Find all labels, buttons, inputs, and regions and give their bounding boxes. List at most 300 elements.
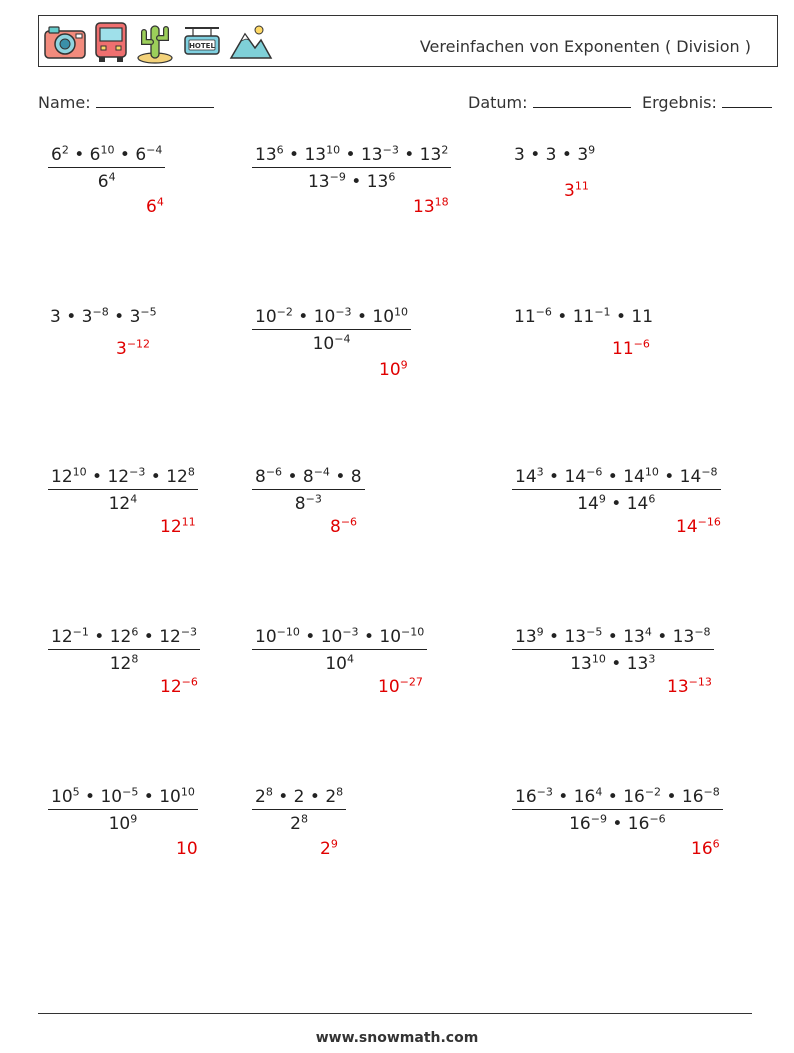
power-term <box>159 627 197 647</box>
power-term <box>577 494 606 514</box>
problem-11 <box>252 627 427 674</box>
power-term <box>564 181 589 201</box>
denominator <box>512 489 721 514</box>
worksheet-title: Vereinfachen von Exponenten ( Division ) <box>419 37 751 56</box>
multiply-dot: • <box>138 787 160 807</box>
footer-divider <box>38 1013 752 1014</box>
exponent: 10 <box>180 785 195 799</box>
power-term <box>667 677 712 697</box>
denominator <box>252 167 451 192</box>
power-term <box>313 334 351 354</box>
footer-url: www.snowmath.com <box>315 1030 479 1046</box>
power-term <box>577 145 595 165</box>
base: 10 <box>255 627 277 647</box>
mountain-icon <box>229 22 273 62</box>
name-line[interactable] <box>96 93 214 108</box>
base: 12 <box>109 627 132 647</box>
exponent: −6 <box>340 515 358 529</box>
answer-4 <box>116 339 150 359</box>
answer-10 <box>160 677 198 697</box>
exponent: −5 <box>140 305 157 319</box>
numerator <box>512 627 714 649</box>
numerator <box>48 627 200 649</box>
problem-13 <box>48 787 198 834</box>
exponent: −16 <box>697 515 721 529</box>
exponent: −1 <box>72 625 89 639</box>
base: 13 <box>360 145 383 165</box>
multiply-dot: • <box>329 467 351 487</box>
base: 16 <box>569 814 591 834</box>
numerator <box>252 467 365 489</box>
multiply-dot: • <box>79 787 101 807</box>
base: 6 <box>89 145 101 165</box>
problem-2 <box>252 145 451 192</box>
answer-11 <box>378 677 423 697</box>
exponent: −5 <box>586 625 603 639</box>
power-term <box>631 307 653 327</box>
base: 10 <box>313 307 336 327</box>
exponent: 8 <box>131 652 139 666</box>
exponent: 8 <box>336 785 344 799</box>
base: 3 <box>81 307 93 327</box>
power-term <box>515 467 544 487</box>
exponent: −3 <box>129 465 146 479</box>
power-term <box>612 339 650 359</box>
denominator <box>48 649 200 674</box>
multiply-dot: • <box>602 787 624 807</box>
exponent: −9 <box>590 812 607 826</box>
base: 2 <box>325 787 337 807</box>
power-term <box>255 787 273 807</box>
result-field[interactable] <box>642 93 772 112</box>
multiply-dot: • <box>86 467 108 487</box>
multiply-dot: • <box>304 787 326 807</box>
power-term <box>628 814 666 834</box>
answer-6 <box>612 339 650 359</box>
exponent: 10 <box>394 305 409 319</box>
base: 10 <box>379 360 401 380</box>
base: 8 <box>350 467 362 487</box>
base: 14 <box>626 494 649 514</box>
exponent: −8 <box>701 465 718 479</box>
multiply-dot: • <box>605 494 627 514</box>
power-term <box>372 307 408 327</box>
exponent: 8 <box>301 812 308 826</box>
base: 8 <box>255 467 266 487</box>
multiply-dot: • <box>283 145 305 165</box>
base: 6 <box>97 172 109 192</box>
base: 6 <box>135 145 147 165</box>
exponent: −6 <box>586 465 603 479</box>
exponent: −1 <box>594 305 611 319</box>
multiply-dot: • <box>602 627 624 647</box>
multiply-dot: • <box>340 145 361 165</box>
power-term <box>627 494 656 514</box>
power-term <box>90 145 115 165</box>
power-term <box>361 145 399 165</box>
power-term <box>546 145 557 165</box>
base: 11 <box>612 339 634 359</box>
exponent: −13 <box>688 675 712 689</box>
multiply-dot: • <box>552 787 574 807</box>
base: 10 <box>108 814 131 834</box>
base: 13 <box>672 627 695 647</box>
base: 3 <box>116 339 127 359</box>
power-term <box>623 787 661 807</box>
exponent: −3 <box>180 625 198 639</box>
power-term <box>413 197 449 217</box>
power-term <box>676 517 721 537</box>
power-term <box>98 172 116 192</box>
exponent: 4 <box>644 625 652 639</box>
date-field[interactable] <box>468 93 631 112</box>
power-term <box>564 627 602 647</box>
power-term <box>623 627 652 647</box>
problem-7 <box>48 467 198 514</box>
numerator <box>252 627 427 649</box>
base: 11 <box>514 307 536 327</box>
base: 13 <box>307 172 330 192</box>
multiply-dot: • <box>145 467 167 487</box>
exponent: 4 <box>130 492 138 506</box>
base: 3 <box>577 145 589 165</box>
exponent: −6 <box>633 337 650 351</box>
base: 10 <box>51 787 73 807</box>
expression <box>48 307 157 327</box>
exponent: 2 <box>441 143 449 157</box>
power-term <box>176 839 198 859</box>
power-term <box>570 654 606 674</box>
fraction <box>48 627 200 674</box>
denominator <box>48 809 198 834</box>
name-label: Name: <box>38 93 91 112</box>
numerator <box>252 307 411 329</box>
power-term <box>691 839 720 859</box>
power-term <box>109 494 138 514</box>
base: 10 <box>320 627 343 647</box>
answer-8 <box>330 517 357 537</box>
exponent: 4 <box>346 652 354 666</box>
base: 12 <box>51 627 73 647</box>
date-label: Datum: <box>468 93 528 112</box>
power-term <box>160 677 198 697</box>
problem-1 <box>48 145 165 192</box>
base: 13 <box>667 677 689 697</box>
exponent: 10 <box>72 465 87 479</box>
problem-14 <box>252 787 346 834</box>
base: 10 <box>372 307 395 327</box>
power-term <box>379 627 424 647</box>
numerator <box>252 787 346 809</box>
exponent: 6 <box>648 492 656 506</box>
answer-13 <box>176 839 198 859</box>
base: 12 <box>159 627 181 647</box>
hotel-sign-icon <box>181 22 223 62</box>
numerator <box>512 467 721 489</box>
problem-15 <box>512 787 723 834</box>
exponent: 5 <box>72 785 80 799</box>
exponent: 4 <box>108 170 116 184</box>
answer-2 <box>413 197 449 217</box>
base: 2 <box>290 814 301 834</box>
exponent: 18 <box>434 195 449 209</box>
base: 3 <box>564 181 575 201</box>
answer-7 <box>160 517 196 537</box>
base: 6 <box>51 145 62 165</box>
base: 16 <box>573 787 596 807</box>
power-term <box>680 467 718 487</box>
result-label: Ergebnis: <box>642 93 717 112</box>
base: 12 <box>107 467 130 487</box>
camera-icon <box>43 24 87 60</box>
power-term <box>627 654 656 674</box>
multiply-dot: • <box>658 467 680 487</box>
base: 13 <box>515 627 537 647</box>
power-term <box>515 627 544 647</box>
base: 10 <box>379 627 402 647</box>
power-term <box>51 787 80 807</box>
problem-5 <box>252 307 411 354</box>
problem-10 <box>48 627 200 674</box>
exponent: 6 <box>131 625 139 639</box>
power-term <box>82 307 109 327</box>
answer-9 <box>676 517 721 537</box>
power-term <box>308 172 346 192</box>
power-term <box>379 360 408 380</box>
base: 11 <box>631 307 654 327</box>
bus-icon <box>93 20 129 64</box>
exponent: −3 <box>335 305 352 319</box>
problem-12 <box>512 627 714 674</box>
base: 13 <box>419 145 442 165</box>
exponent: 6 <box>712 837 720 851</box>
power-term <box>325 654 354 674</box>
power-term <box>325 787 343 807</box>
exponent: −8 <box>694 625 711 639</box>
power-term <box>314 307 352 327</box>
base: 12 <box>108 494 131 514</box>
exponent: 10 <box>644 465 659 479</box>
base: 13 <box>366 172 389 192</box>
base: 14 <box>679 467 702 487</box>
multiply-dot: • <box>282 467 303 487</box>
multiply-dot: • <box>651 627 673 647</box>
power-term <box>330 517 357 537</box>
header-box <box>38 15 778 67</box>
answer-5 <box>379 360 408 380</box>
power-term <box>351 467 362 487</box>
denominator <box>252 649 427 674</box>
base: 10 <box>378 677 400 697</box>
numerator <box>48 467 198 489</box>
multiply-dot: • <box>605 654 627 674</box>
expression <box>512 307 653 327</box>
answer-15 <box>691 839 720 859</box>
base: 14 <box>623 467 645 487</box>
base: 10 <box>325 654 347 674</box>
multiply-dot: • <box>543 467 565 487</box>
power-term <box>304 145 340 165</box>
exponent: −6 <box>265 465 283 479</box>
multiply-dot: • <box>610 307 632 327</box>
multiply-dot: • <box>272 787 294 807</box>
power-term <box>294 787 305 807</box>
exponent: −2 <box>276 305 293 319</box>
multiply-dot: • <box>88 627 110 647</box>
power-term <box>255 467 282 487</box>
base: 3 <box>129 307 141 327</box>
problem-4 <box>48 307 157 327</box>
exponent: 3 <box>648 652 656 666</box>
exponent: 4 <box>595 785 603 799</box>
fraction <box>252 145 451 192</box>
numerator <box>512 787 723 809</box>
base: 8 <box>330 517 341 537</box>
power-term <box>673 627 711 647</box>
base: 2 <box>255 787 266 807</box>
base: 13 <box>570 654 592 674</box>
multiply-dot: • <box>358 627 380 647</box>
base: 16 <box>515 787 537 807</box>
denominator <box>48 489 198 514</box>
power-term <box>110 627 139 647</box>
exponent: −3 <box>536 785 553 799</box>
base: 13 <box>413 197 435 217</box>
exponent: 9 <box>330 837 338 851</box>
base: 8 <box>294 494 306 514</box>
power-term <box>573 307 611 327</box>
power-term <box>116 339 150 359</box>
exponent: −4 <box>146 143 163 157</box>
power-term <box>682 787 720 807</box>
power-term <box>255 627 300 647</box>
denominator <box>48 167 165 192</box>
exponent: 10 <box>591 652 606 666</box>
denominator <box>252 329 411 354</box>
power-term <box>255 307 293 327</box>
cactus-icon <box>135 20 175 64</box>
base: 16 <box>691 839 713 859</box>
exponent: 10 <box>100 143 115 157</box>
name-field[interactable] <box>38 93 214 112</box>
svg-text:HOTEL: HOTEL <box>189 42 215 50</box>
denominator <box>252 809 346 834</box>
exponent: −6 <box>535 305 552 319</box>
exponent: −5 <box>122 785 139 799</box>
multiply-dot: • <box>606 814 628 834</box>
exponent: 9 <box>400 358 408 372</box>
exponent: 3 <box>536 465 544 479</box>
power-term <box>107 467 145 487</box>
exponent: −6 <box>181 675 198 689</box>
power-term <box>514 307 552 327</box>
base: 12 <box>109 654 132 674</box>
base: 10 <box>176 839 198 859</box>
exponent: 8 <box>187 465 195 479</box>
multiply-dot: • <box>556 145 578 165</box>
power-term <box>514 145 525 165</box>
power-term <box>255 145 284 165</box>
base: 16 <box>627 814 650 834</box>
power-term <box>51 145 69 165</box>
power-term <box>574 787 603 807</box>
date-line[interactable] <box>533 93 631 108</box>
base: 13 <box>626 654 649 674</box>
base: 16 <box>681 787 704 807</box>
exponent: −27 <box>399 675 423 689</box>
multiply-dot: • <box>398 145 420 165</box>
base: 10 <box>312 334 335 354</box>
problem-6 <box>512 307 653 327</box>
exponent: −4 <box>334 332 351 346</box>
power-term <box>569 814 607 834</box>
power-term <box>109 814 138 834</box>
base: 13 <box>255 145 277 165</box>
multiply-dot: • <box>292 307 314 327</box>
power-term <box>623 467 659 487</box>
exponent: 8 <box>265 785 273 799</box>
multiply-dot: • <box>543 627 565 647</box>
power-term <box>290 814 308 834</box>
base: 13 <box>304 145 327 165</box>
exponent: −3 <box>305 492 322 506</box>
multiply-dot: • <box>524 145 546 165</box>
power-term <box>420 145 449 165</box>
power-term <box>303 467 330 487</box>
fraction <box>512 467 721 514</box>
exponent: 11 <box>181 515 196 529</box>
power-term <box>159 787 195 807</box>
base: 6 <box>146 197 157 217</box>
fraction <box>252 787 346 834</box>
expression <box>512 145 595 165</box>
denominator <box>512 649 714 674</box>
base: 12 <box>160 677 182 697</box>
result-line[interactable] <box>722 93 772 108</box>
multiply-dot: • <box>60 307 82 327</box>
power-term <box>321 627 359 647</box>
power-term <box>146 197 164 217</box>
base: 10 <box>100 787 123 807</box>
exponent: −12 <box>126 337 151 351</box>
exponent: 9 <box>536 625 544 639</box>
exponent: 6 <box>276 143 284 157</box>
base: 13 <box>564 627 587 647</box>
power-term <box>378 677 423 697</box>
fraction <box>48 467 198 514</box>
exponent: −3 <box>342 625 359 639</box>
base: 14 <box>577 494 599 514</box>
exponent: 6 <box>388 170 396 184</box>
multiply-dot: • <box>108 307 130 327</box>
answer-14 <box>320 839 338 859</box>
numerator <box>48 787 198 809</box>
base: 13 <box>623 627 645 647</box>
power-term <box>51 467 87 487</box>
exponent: 9 <box>130 812 138 826</box>
base: 2 <box>320 839 331 859</box>
base: 14 <box>515 467 537 487</box>
power-term <box>50 307 61 327</box>
base: 11 <box>572 307 595 327</box>
exponent: 10 <box>326 143 341 157</box>
power-term <box>367 172 396 192</box>
fraction <box>48 145 165 192</box>
base: 14 <box>676 517 698 537</box>
multiply-dot: • <box>68 145 90 165</box>
base: 16 <box>623 787 645 807</box>
fraction <box>252 307 411 354</box>
